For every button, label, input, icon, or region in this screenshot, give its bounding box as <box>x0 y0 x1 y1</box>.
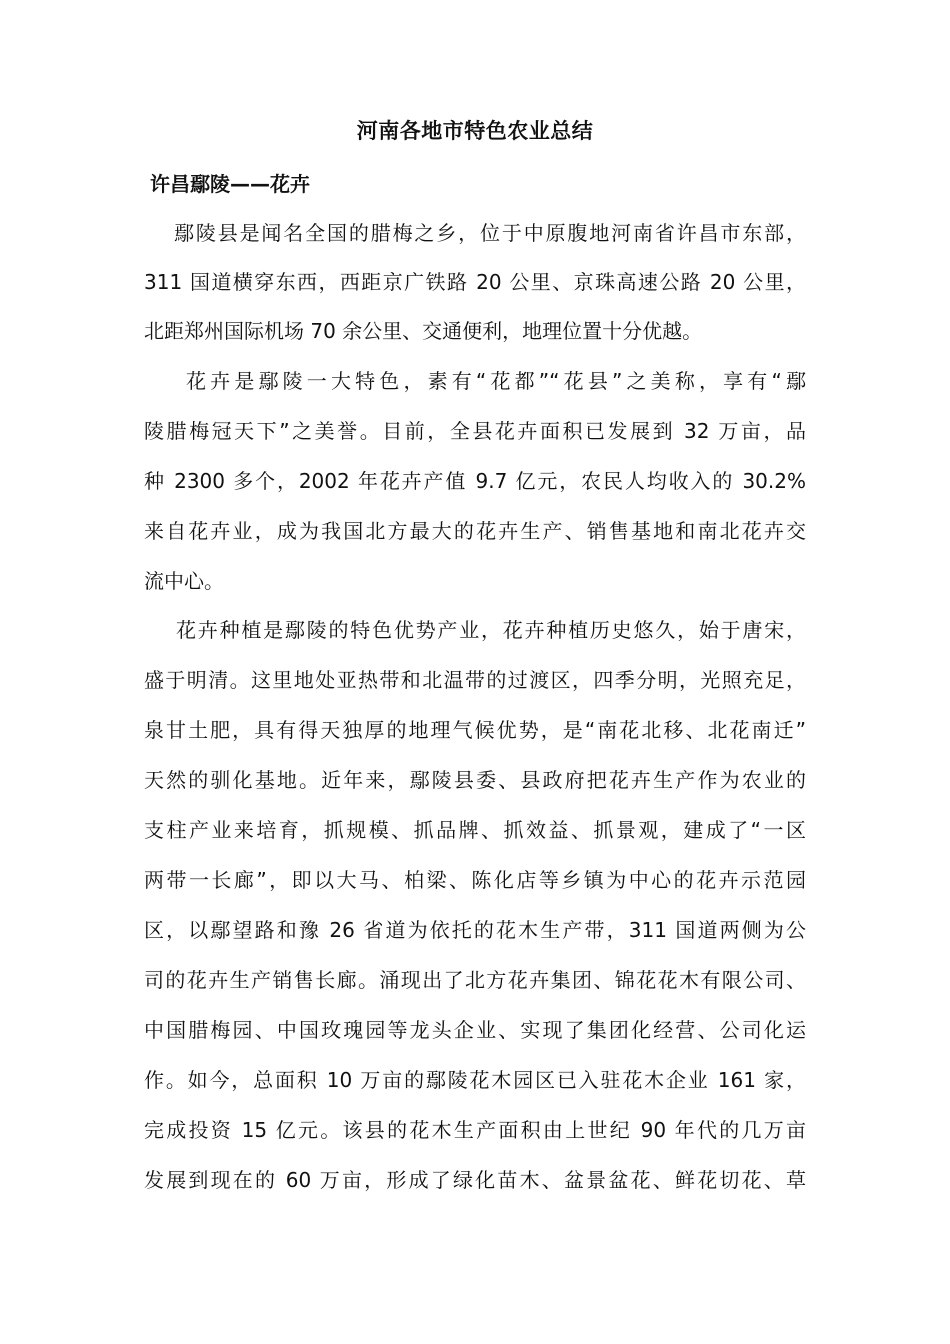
paragraph-line: 流中心。 <box>144 569 224 593</box>
paragraph-line: 来自花卉业，成为我国北方最大的花卉生产、销售基地和南北花卉交 <box>144 519 806 543</box>
paragraph-line: 完成投资 15 亿元。该县的花木生产面积由上世纪 90 年代的几万亩 <box>144 1118 806 1142</box>
paragraph-line: 花卉是鄢陵一大特色，素有“花都”“花县”之美称，享有“鄢 <box>186 369 806 393</box>
paragraph-line: 两带一长廊”，即以大马、柏梁、陈化店等乡镇为中心的花卉示范园 <box>144 868 806 892</box>
paragraph-line: 盛于明清。这里地处亚热带和北温带的过渡区，四季分明，光照充足， <box>144 668 806 692</box>
paragraph-line: 311 国道横穿东西，西距京广铁路 20 公里、京珠高速公路 20 公里， <box>144 270 806 294</box>
document-title: 河南各地市特色农业总结 <box>356 119 594 143</box>
paragraph-line: 中国腊梅园、中国玫瑰园等龙头企业、实现了集团化经营、公司化运 <box>144 1018 806 1042</box>
paragraph-line: 司的花卉生产销售长廊。涌现出了北方花卉集团、锦花花木有限公司、 <box>144 968 806 992</box>
paragraph-line: 鄢陵县是闻名全国的腊梅之乡，位于中原腹地河南省许昌市东部， <box>174 221 806 245</box>
paragraph-line: 支柱产业来培育，抓规模、抓品牌、抓效益、抓景观，建成了“一区 <box>144 818 806 842</box>
section-heading: 许昌鄢陵——花卉 <box>150 172 310 196</box>
paragraph-line: 区，以鄢望路和豫 26 省道为依托的花木生产带，311 国道两侧为公 <box>144 918 806 942</box>
paragraph-line: 种 2300 多个，2002 年花卉产值 9.7 亿元，农民人均收入的 30.2% <box>144 469 806 493</box>
paragraph-line: 陵腊梅冠天下”之美誉。目前，全县花卉面积已发展到 32 万亩，品 <box>144 419 806 443</box>
paragraph-line: 天然的驯化基地。近年来，鄢陵县委、县政府把花卉生产作为农业的 <box>144 768 806 792</box>
paragraph-line: 北距郑州国际机场 70 余公里、交通便利，地理位置十分优越。 <box>144 319 703 343</box>
paragraph-line: 泉甘土肥，具有得天独厚的地理气候优势，是“南花北移、北花南迁” <box>144 718 806 742</box>
paragraph-line: 花卉种植是鄢陵的特色优势产业，花卉种植历史悠久，始于唐宋， <box>176 618 806 642</box>
paragraph-line: 发展到现在的 60 万亩，形成了绿化苗木、盆景盆花、鲜花切花、草 <box>144 1168 806 1192</box>
paragraph-line: 作。如今，总面积 10 万亩的鄢陵花木园区已入驻花木企业 161 家， <box>144 1068 806 1092</box>
